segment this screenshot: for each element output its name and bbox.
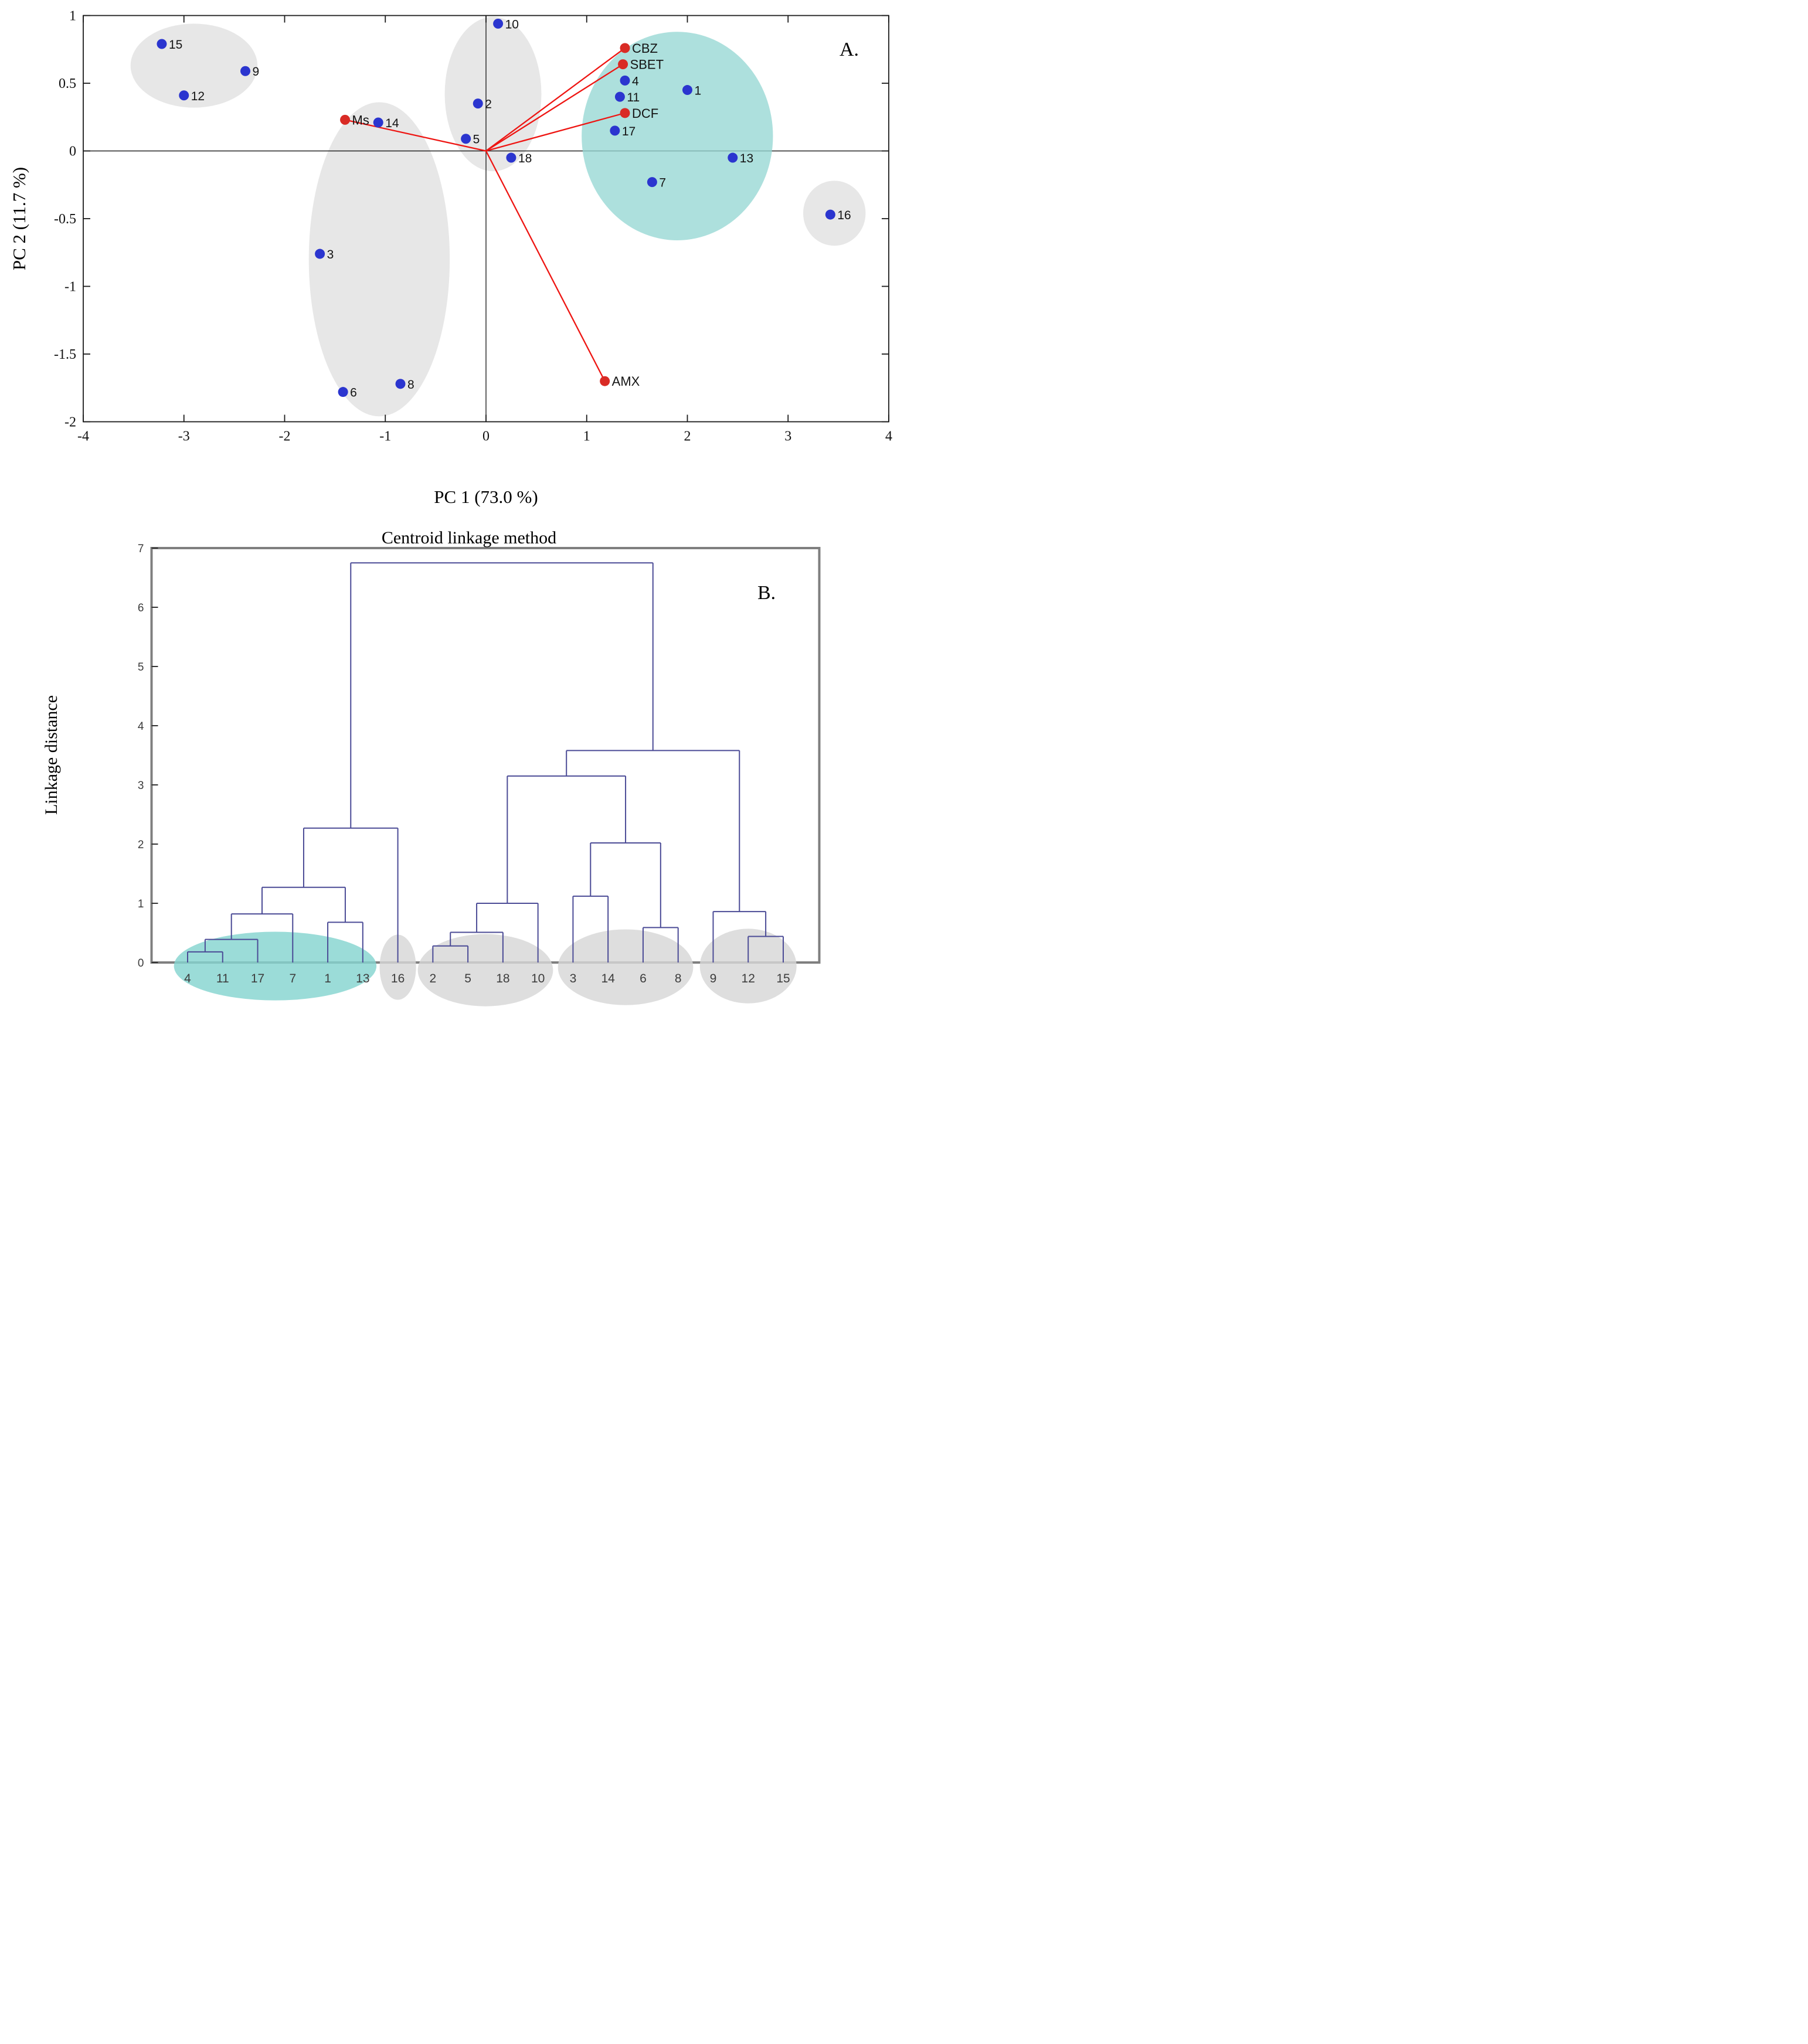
data-point-1 bbox=[682, 85, 692, 95]
y-tick-label: 0 bbox=[69, 144, 76, 159]
data-point-4 bbox=[620, 76, 630, 86]
panel-b-corner-label: B. bbox=[757, 582, 776, 604]
panel-b-y-axis-title: Linkage distance bbox=[42, 695, 61, 815]
y-tick-label: -0.5 bbox=[54, 212, 76, 227]
loading-point-CBZ bbox=[620, 43, 630, 53]
leaf-label-6: 6 bbox=[640, 972, 647, 985]
data-point-label-11: 11 bbox=[627, 91, 640, 105]
data-point-label-13: 13 bbox=[739, 152, 754, 166]
data-point-label-14: 14 bbox=[385, 116, 399, 130]
dendro-cluster-ellipse-gray bbox=[418, 934, 553, 1006]
leaf-label-18: 18 bbox=[496, 972, 510, 985]
x-tick-label: 1 bbox=[583, 428, 590, 444]
data-point-label-15: 15 bbox=[168, 38, 183, 52]
data-point-17 bbox=[610, 125, 620, 135]
data-point-18 bbox=[506, 153, 516, 163]
leaf-label-15: 15 bbox=[776, 972, 790, 985]
data-point-12 bbox=[179, 90, 189, 100]
x-tick-label: 4 bbox=[885, 428, 892, 444]
data-point-label-4: 4 bbox=[632, 74, 639, 89]
data-point-2 bbox=[473, 98, 483, 108]
leaf-label-5: 5 bbox=[464, 972, 471, 985]
loading-point-Ms bbox=[340, 115, 350, 125]
data-point-label-5: 5 bbox=[473, 132, 480, 147]
panel-a-y-axis-title: PC 2 (11.7 %) bbox=[9, 166, 29, 271]
leaf-label-9: 9 bbox=[709, 972, 717, 985]
cluster-ellipse-teal bbox=[582, 32, 773, 240]
panel-a-x-axis-title: PC 1 (73.0 %) bbox=[434, 487, 538, 507]
data-point-8 bbox=[396, 379, 406, 389]
dendro-y-tick-label: 5 bbox=[137, 661, 144, 674]
panel-b-plot-border bbox=[152, 548, 820, 963]
data-point-label-10: 10 bbox=[505, 18, 519, 32]
loading-point-AMX bbox=[600, 376, 610, 386]
data-point-6 bbox=[338, 387, 348, 397]
data-point-7 bbox=[647, 177, 657, 187]
data-point-15 bbox=[157, 39, 166, 49]
pca-scatter-svg bbox=[0, 0, 904, 528]
dendro-y-tick-label: 4 bbox=[137, 720, 144, 733]
leaf-label-11: 11 bbox=[216, 972, 229, 985]
dendro-cluster-ellipse-teal bbox=[174, 931, 376, 1000]
leaf-label-8: 8 bbox=[674, 972, 682, 985]
data-point-3 bbox=[315, 249, 325, 259]
data-point-label-8: 8 bbox=[407, 377, 414, 392]
data-point-label-3: 3 bbox=[327, 248, 334, 262]
leaf-label-1: 1 bbox=[324, 972, 331, 985]
data-point-label-18: 18 bbox=[518, 152, 532, 166]
data-point-10 bbox=[493, 19, 503, 29]
dendro-y-tick-label: 6 bbox=[137, 602, 144, 614]
loading-label-AMX: AMX bbox=[611, 374, 640, 389]
leaf-label-4: 4 bbox=[184, 972, 191, 985]
data-point-label-6: 6 bbox=[350, 386, 357, 400]
x-tick-label: 2 bbox=[684, 428, 691, 444]
x-tick-label: -4 bbox=[77, 428, 89, 444]
y-tick-label: -2 bbox=[64, 414, 76, 430]
dendro-y-tick-label: 2 bbox=[137, 839, 144, 851]
data-point-9 bbox=[240, 66, 250, 76]
data-point-16 bbox=[825, 210, 835, 220]
dendro-cluster-ellipse-gray bbox=[558, 929, 694, 1005]
panel-b-title: Centroid linkage method bbox=[381, 528, 557, 547]
leaf-label-12: 12 bbox=[741, 972, 755, 985]
panel-a-corner-label: A. bbox=[840, 39, 859, 60]
dendro-y-tick-label: 3 bbox=[137, 780, 144, 792]
leaf-label-16: 16 bbox=[390, 972, 405, 985]
leaf-label-13: 13 bbox=[356, 972, 370, 985]
data-point-11 bbox=[615, 92, 625, 102]
loading-vector-AMX bbox=[486, 151, 605, 382]
y-tick-label: -1.5 bbox=[54, 347, 76, 362]
dendro-y-tick-label: 7 bbox=[137, 543, 144, 555]
loading-label-DCF: DCF bbox=[632, 106, 659, 121]
leaf-label-14: 14 bbox=[601, 972, 615, 985]
loading-point-DCF bbox=[620, 108, 630, 118]
x-tick-label: 3 bbox=[784, 428, 792, 444]
y-tick-label: 0.5 bbox=[59, 76, 76, 91]
dendro-y-tick-label: 1 bbox=[137, 898, 144, 910]
dendro-y-tick-label: 0 bbox=[137, 957, 144, 970]
y-tick-label: -1 bbox=[64, 279, 76, 295]
leaf-label-2: 2 bbox=[429, 972, 437, 985]
data-point-label-12: 12 bbox=[191, 89, 205, 103]
figure-container bbox=[0, 0, 904, 1022]
loading-point-SBET bbox=[618, 59, 628, 69]
x-tick-label: -2 bbox=[278, 428, 291, 444]
cluster-ellipse-gray bbox=[445, 17, 542, 171]
data-point-label-1: 1 bbox=[694, 84, 702, 98]
leaf-label-10: 10 bbox=[531, 972, 545, 985]
y-tick-label: 1 bbox=[69, 8, 76, 24]
data-point-14 bbox=[373, 117, 383, 127]
data-point-label-7: 7 bbox=[659, 176, 667, 190]
x-tick-label: -3 bbox=[178, 428, 190, 444]
data-point-label-16: 16 bbox=[837, 209, 851, 223]
loading-label-CBZ: CBZ bbox=[632, 40, 658, 56]
loading-label-Ms: Ms bbox=[352, 113, 369, 128]
data-point-label-17: 17 bbox=[621, 124, 636, 138]
leaf-label-17: 17 bbox=[250, 972, 265, 985]
leaf-label-3: 3 bbox=[569, 972, 577, 985]
data-point-5 bbox=[461, 134, 471, 144]
loading-label-SBET: SBET bbox=[630, 57, 664, 72]
x-tick-label: 0 bbox=[482, 428, 490, 444]
data-point-label-2: 2 bbox=[485, 97, 492, 111]
data-point-label-9: 9 bbox=[252, 65, 260, 79]
leaf-label-7: 7 bbox=[289, 972, 297, 985]
data-point-13 bbox=[728, 153, 738, 163]
x-tick-label: -1 bbox=[379, 428, 392, 444]
